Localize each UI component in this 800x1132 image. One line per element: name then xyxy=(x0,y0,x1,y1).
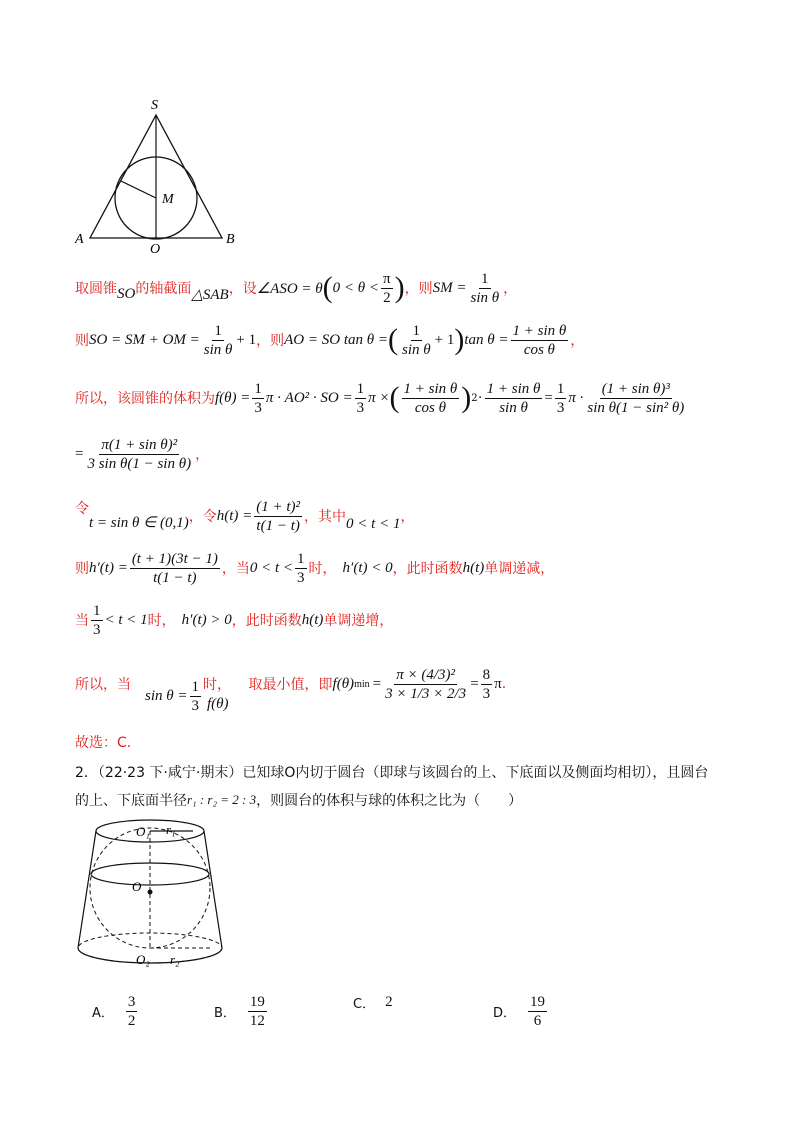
solution-line-4 xyxy=(75,432,209,476)
text: ，此时函数 xyxy=(392,561,463,577)
text: 时， xyxy=(203,677,231,693)
text: 令 xyxy=(75,501,89,517)
frac-num: 1 + sin θ xyxy=(486,380,541,397)
option-label: C． xyxy=(353,997,376,1012)
text: 所以，该圆锥的体积为 xyxy=(75,391,215,407)
frac-den: 3 xyxy=(556,399,565,416)
label-o: O xyxy=(150,242,161,255)
label-b: B xyxy=(226,232,235,247)
option-a[interactable] xyxy=(92,993,139,1030)
text: ， xyxy=(195,447,210,463)
math: SM = xyxy=(432,279,467,296)
answer-line xyxy=(75,732,131,752)
math: h(t) xyxy=(301,611,324,628)
option-c[interactable] xyxy=(353,993,393,1012)
frac-num: 3 xyxy=(127,994,136,1010)
frac-den: sin θ xyxy=(401,341,431,358)
right-generatrix xyxy=(204,831,222,948)
math: SO = SM + OM = xyxy=(89,331,200,348)
text: 单调递减， xyxy=(484,561,555,577)
label-o2: O₂ xyxy=(136,952,150,967)
text: ， xyxy=(570,333,585,349)
solution-line-3: 所以，该圆锥的体积为 f(θ) = $\frac{1}{3}$ π · AO² · SO = $\frac{1}{3}$ π × ( $\frac{\text{1 + sin θ}}{\text{cos θ}}$ ) 2 · $\frac{\text{1 + sin θ}}{\text{sin θ}}$ = $\frac{1}{3}$ π · $\frac{\text{(1 + sin θ)³}}{\text{sin θ(1 − sin² θ)}}$ xyxy=(75,380,685,416)
text: 所以，当 xyxy=(75,677,131,693)
frac-den: 6 xyxy=(533,1013,542,1029)
label-m: M xyxy=(162,192,174,207)
math: + 1 xyxy=(236,331,257,348)
math: + 1 xyxy=(434,331,455,348)
frac-num: 1 xyxy=(254,380,262,397)
text: 时， xyxy=(308,561,337,577)
min-subscript: min xyxy=(354,678,370,690)
math: π · AO² · SO = xyxy=(265,389,353,406)
frac-num: 1 xyxy=(214,322,222,339)
math: r₁ : r₂ = 2 : 3 xyxy=(187,792,257,807)
frac-num: 1 xyxy=(297,550,305,567)
solution-line-2: 则 SO = SM + OM = $\frac{1}{\text{sin θ}}$ + 1 ，则 AO = SO tan θ = ( $\frac{1}{\text{sin θ}}$ + 1 ) tan θ = $\frac{\text{1 + sin θ}}{\text{cos θ}}$ ， xyxy=(75,322,585,358)
text: 时， xyxy=(147,613,176,629)
text: 取圆锥 xyxy=(75,281,117,297)
text: 当 xyxy=(75,613,89,629)
question-2-line-2 xyxy=(75,790,522,810)
frac-den: 3 xyxy=(356,399,365,416)
text: ，则 xyxy=(256,333,285,349)
frac-den: 3 xyxy=(191,697,199,714)
label-o: O xyxy=(132,879,142,894)
math: △SAB xyxy=(191,286,229,303)
option-label: A． xyxy=(92,1006,114,1021)
text: ， xyxy=(400,509,415,525)
math: h′(t) < 0 xyxy=(342,559,393,576)
frac-den: 3 xyxy=(482,685,491,702)
frac-num: 1 xyxy=(556,380,565,397)
option-label: B． xyxy=(214,1006,236,1021)
math: = xyxy=(75,445,84,462)
math: tan θ = xyxy=(464,331,509,348)
math: h(t) = xyxy=(216,507,253,524)
text: 取最小值，即 xyxy=(248,677,333,693)
text: . xyxy=(501,676,507,692)
frac-num: π xyxy=(383,270,391,287)
text: 的轴截面 xyxy=(135,281,192,297)
text: 则 xyxy=(75,333,89,349)
frac-num: 1 xyxy=(191,678,199,695)
frac-num: π × (4/3)² xyxy=(396,666,456,683)
question-text: ，则圆台的体积与球的体积之比为（ ） xyxy=(256,793,523,809)
text: ，其中 xyxy=(304,509,347,525)
math: < t < 1 xyxy=(104,611,148,628)
math: f(θ) = xyxy=(215,389,251,406)
frac-num: 1 xyxy=(356,380,365,397)
frac-den: sin θ(1 − sin² θ) xyxy=(587,399,685,416)
frac-num: (1 + sin θ)³ xyxy=(601,380,670,397)
cone-cross-section-figure xyxy=(70,95,250,255)
option-label: D． xyxy=(493,1006,517,1021)
option-d[interactable] xyxy=(493,993,549,1030)
math: π xyxy=(494,675,502,692)
frac-den: 12 xyxy=(249,1013,265,1029)
math: t = sin θ ∈ (0,1) xyxy=(89,514,189,531)
label-r1: r₁ xyxy=(166,822,176,837)
math: f(θ) xyxy=(332,675,355,692)
math: h(t) xyxy=(462,559,485,576)
text: ，令 xyxy=(188,509,217,525)
math: π × xyxy=(368,389,390,406)
center-point xyxy=(148,890,153,895)
math: h′(t) > 0 xyxy=(181,611,232,628)
text: ，此时函数 xyxy=(231,613,302,629)
math: ∠ASO = θ xyxy=(256,280,323,297)
solution-line-1: 取圆锥 SO 的轴截面 △SAB ，设 ∠ASO = θ ( 0 < θ < $\frac{\pi}{2}$ ) ，则 SM = $\frac{1}{\text{sin θ}}$ ， xyxy=(75,270,518,306)
left-generatrix xyxy=(78,831,96,948)
text: ，当 xyxy=(221,561,250,577)
frac-num: (t + 1)(3t − 1) xyxy=(131,550,218,567)
math: 0 < t < 1 xyxy=(346,515,401,532)
text: ，设 xyxy=(228,281,257,297)
math: SO xyxy=(117,285,136,302)
frac-den: t(1 − t) xyxy=(256,517,300,534)
frac-den: 3 × 1/3 × 2/3 xyxy=(385,685,467,702)
frac-den: t(1 − t) xyxy=(153,569,197,586)
frac-num: 19 xyxy=(530,994,546,1010)
answer-text: 故选：C. xyxy=(75,735,132,751)
radius-line xyxy=(121,181,156,198)
text: 则 xyxy=(75,561,89,577)
math: 0 < θ < xyxy=(332,279,380,296)
frac-num: 8 xyxy=(482,666,491,683)
bottom-base-front xyxy=(78,948,222,963)
math: h′(t) = xyxy=(89,559,128,576)
frac-den: 3 xyxy=(297,569,305,586)
frac-den: 3 xyxy=(254,399,262,416)
math: = xyxy=(372,675,382,692)
frac-num: 1 + sin θ xyxy=(512,322,567,339)
math: f(θ) xyxy=(207,695,229,712)
text: 单调递增， xyxy=(323,613,394,629)
frac-num: (1 + t)² xyxy=(256,498,301,515)
frac-den: sin θ xyxy=(499,399,528,416)
label-o1: O₁ xyxy=(136,824,150,839)
frac-den: cos θ xyxy=(414,399,446,416)
frac-num: 19 xyxy=(249,994,265,1010)
solution-line-8: 所以，当 sin θ = $\frac{1}{3}$ 时， f(θ) 取最小值，即 f(θ) min = $\frac{\text{π × (4/3)²}}{3 \times 1/3 \times 2/3}$ = $\frac{8}{3}$ π . xyxy=(75,666,507,714)
option-value: 2 xyxy=(385,994,393,1010)
frustum-figure xyxy=(70,812,230,977)
math: AO = SO tan θ = xyxy=(284,331,388,348)
frac-num: π(1 + sin θ)² xyxy=(101,436,178,453)
frac-den: cos θ xyxy=(523,341,555,358)
math: sin θ = xyxy=(145,687,188,704)
math: 0 < t < xyxy=(249,559,294,576)
frac-den: 2 xyxy=(383,289,391,306)
label-a: A xyxy=(75,232,84,247)
frac-den: 2 xyxy=(127,1013,136,1029)
frac-num: 1 + sin θ xyxy=(403,380,458,397)
solution-line-6 xyxy=(75,546,554,590)
solution-line-5 xyxy=(75,494,414,538)
frac-num: 1 xyxy=(412,322,421,339)
label-s: S xyxy=(151,98,158,113)
frac-den: 3 xyxy=(93,621,101,638)
solution-line-7 xyxy=(75,598,393,642)
text: ， xyxy=(503,281,518,297)
question-2-line-1 xyxy=(75,762,708,782)
question-text: 的上、下底面半径 xyxy=(75,793,187,809)
frac-num: 1 xyxy=(93,602,101,619)
option-b[interactable] xyxy=(214,993,269,1030)
text: ，则 xyxy=(404,281,433,297)
frac-den: 3 sin θ(1 − sin θ) xyxy=(87,455,192,472)
question-text: 2．（22·23 下·咸宁·期末）已知球O内切于圆台（即球与该圆台的上、下底面以及侧面均相切），且圆台 xyxy=(75,765,709,781)
frac-den: sin θ xyxy=(470,289,500,306)
frac-num: 1 xyxy=(481,270,489,287)
math: π · xyxy=(568,389,584,406)
label-r2: r₂ xyxy=(170,952,180,967)
frac-den: sin θ xyxy=(203,341,233,358)
